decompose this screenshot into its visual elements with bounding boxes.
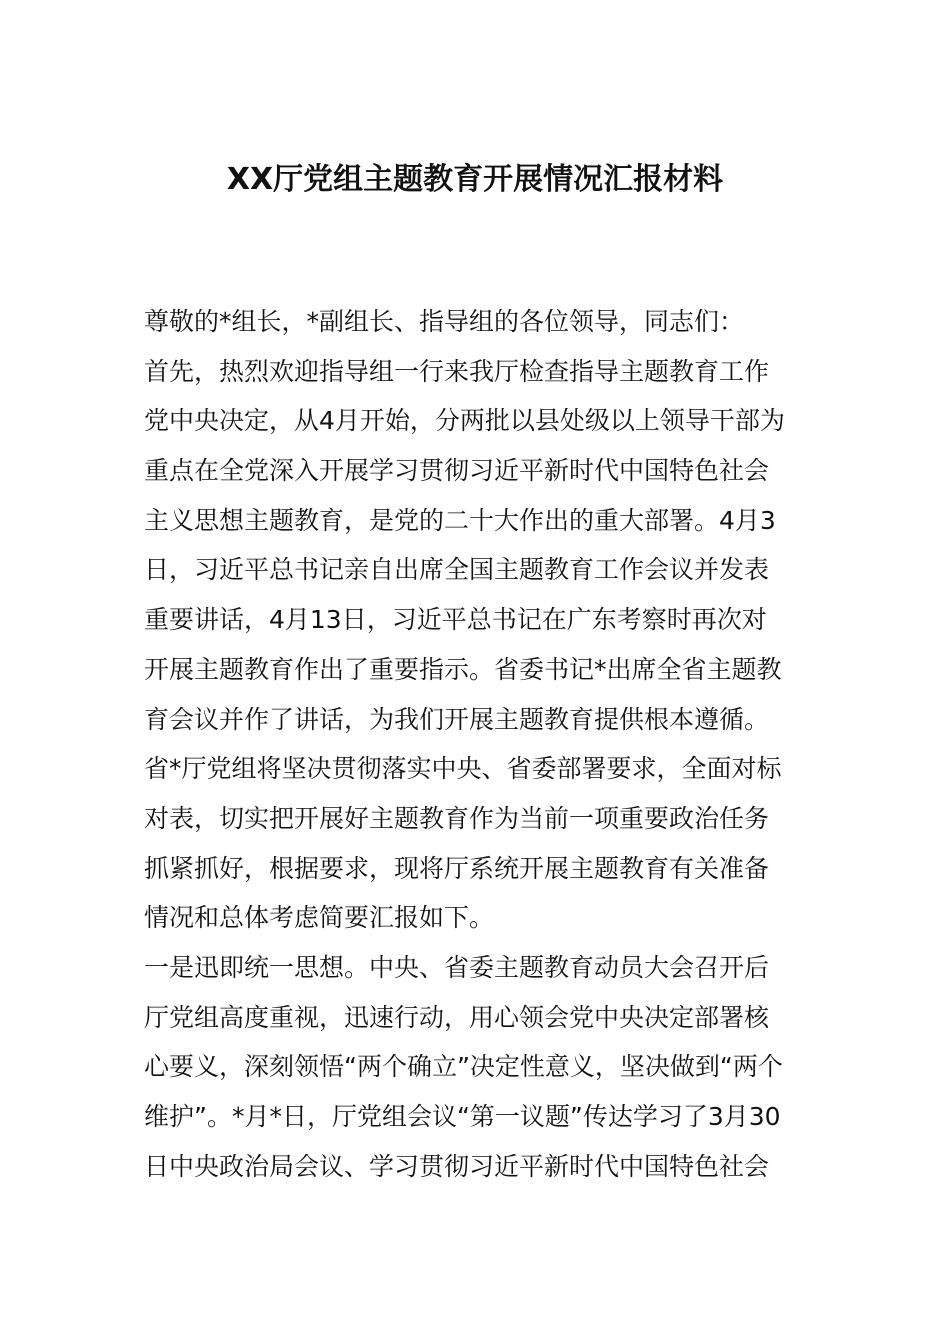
body-line: 党中央决定，从4月开始，分两批以县处级以上领导干部为 — [144, 406, 785, 436]
body-line: 一是迅即统一思想。中央、省委主题教育动员大会召开后 — [144, 952, 770, 982]
body-line: 开展主题教育作出了重要指示。省委书记*出席全省主题教 — [144, 654, 782, 684]
body-line: 重点在全党深入开展学习贯彻习近平新时代中国特色社会 — [144, 456, 770, 486]
body-line: 首先，热烈欢迎指导组一行来我厅检查指导主题教育工作 — [144, 356, 770, 386]
body-line: 省*厅党组将坚决贯彻落实中央、省委部署要求，全面对标 — [144, 754, 782, 784]
body-line: 情况和总体考虑简要汇报如下。 — [144, 903, 495, 933]
document-body — [144, 297, 808, 1191]
body-line: 厅党组高度重视，迅速行动，用心领会党中央决定部署核 — [144, 1002, 770, 1032]
body-line: 育会议并作了讲话，为我们开展主题教育提供根本遵循。 — [144, 704, 770, 734]
document-title: XX厅党组主题教育开展情况汇报材料 — [226, 162, 724, 197]
body-line: 抓紧抓好，根据要求，现将厅系统开展主题教育有关准备 — [144, 853, 770, 883]
body-line: 日中央政治局会议、学习贯彻习近平新时代中国特色社会 — [144, 1151, 770, 1181]
body-line: 维护”。*月*日，厅党组会议“第一议题”传达学习了3月30 — [144, 1102, 781, 1131]
body-line: 主义思想主题教育，是党的二十大作出的重大部署。4月3 — [144, 505, 776, 535]
body-line: 对表，切实把开展好主题教育作为当前一项重要政治任务 — [144, 803, 770, 833]
body-line: 心要义，深刻领悟“两个确立”决定性意义，坚决做到“两个 — [144, 1052, 783, 1082]
body-line: 日，习近平总书记亲自出席全国主题教育工作会议并发表 — [144, 555, 770, 585]
body-line: 重要讲话，4月13日，习近平总书记在广东考察时再次对 — [144, 605, 767, 635]
body-line: 尊敬的*组长，*副组长、指导组的各位领导，同志们： — [144, 307, 745, 336]
